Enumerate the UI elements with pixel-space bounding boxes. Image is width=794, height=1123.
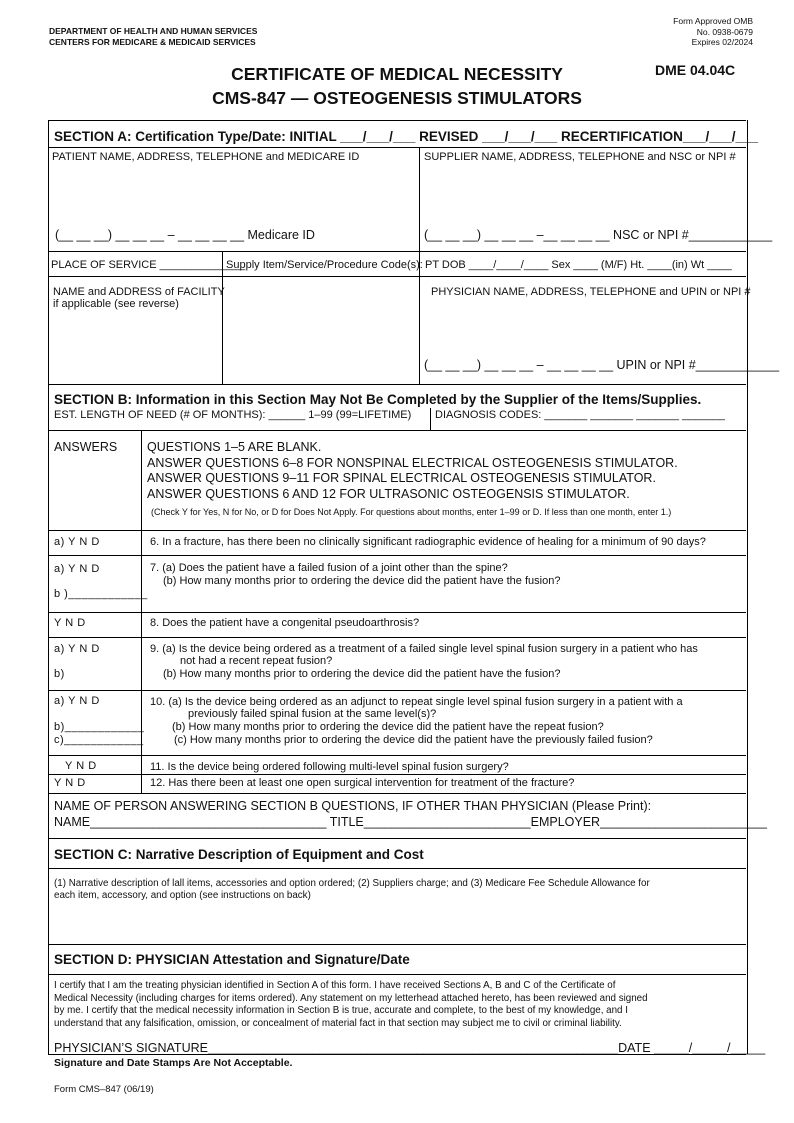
q10a-answer-checkboxes[interactable]: a) Y N D	[54, 695, 100, 707]
question-10a-continued: previously failed spinal fusion at the same level(s)?	[188, 708, 437, 720]
section-c-line-1: (1) Narrative description of lall items, accessories and option ordered; (2) Suppliers charge; and (3) Medicare Fee Schedule Allowance for	[54, 878, 650, 889]
rule	[48, 251, 746, 252]
question-9a: 9. (a) Is the device being ordered as a treatment of a failed single level spinal fusion surgery in a patient who has	[150, 643, 698, 655]
section-c-instructions	[54, 878, 650, 902]
facility-label-line-1: NAME and ADDRESS of FACILITY	[53, 286, 225, 298]
question-6: 6. In a fracture, has there been no clinically significant radiographic evidence of healing for a minimum of 90 days?	[150, 536, 706, 548]
question-9b: (b) How many months prior to ordering the device did the patient have the fusion?	[163, 668, 561, 680]
q7a-answer-checkboxes[interactable]: a) Y N D	[54, 563, 100, 575]
attestation-line: Medical Necessity (including charges for items ordered). Any statement on my letterhead attached hereto, has been reviewed and signed	[54, 992, 648, 1004]
rule-top	[48, 120, 746, 121]
question-10b: (b) How many months prior to ordering the device did the patient have the repeat fusion?	[172, 721, 604, 733]
q8-answer-checkboxes[interactable]: Y N D	[54, 617, 86, 629]
name-person-answering-label: NAME OF PERSON ANSWERING SECTION B QUESTIONS, IF OTHER THAN PHYSICIAN (Please Print):	[54, 799, 652, 813]
physician-signature-date-field[interactable]: PHYSICIAN’S SIGNATURE___________________________________________________________DATE _____/_____/_____	[54, 1041, 766, 1055]
rule	[48, 555, 746, 556]
instruction-line: ANSWER QUESTIONS 9–11 FOR SPINAL ELECTRICAL OSTEOGENESIS STIMULATOR.	[147, 471, 656, 485]
rule	[48, 276, 746, 277]
divider-answers-col	[141, 530, 142, 793]
question-11: 11. Is the device being ordered following multi-level spinal fusion surgery?	[150, 761, 509, 773]
patient-label: PATIENT NAME, ADDRESS, TELEPHONE and MEDICARE ID	[52, 151, 360, 163]
question-10c: (c) How many months prior to ordering the device did the patient have the previously failed fusion?	[174, 734, 653, 746]
attestation-text	[54, 980, 648, 1030]
physician-label: PHYSICIAN NAME, ADDRESS, TELEPHONE and UPIN or NPI #	[431, 286, 751, 298]
rule	[48, 774, 746, 775]
length-of-need[interactable]: EST. LENGTH OF NEED (# OF MONTHS): ______ 1–99 (99=LIFETIME)	[54, 409, 412, 421]
stamp-warning: Signature and Date Stamps Are Not Acceptable.	[54, 1057, 293, 1069]
place-of-service[interactable]: PLACE OF SERVICE ______________	[51, 259, 246, 271]
agency-header	[49, 26, 257, 47]
supplier-phone-npi[interactable]: (__ __ __) __ __ __ –__ __ __ __ NSC or NPI #____________	[424, 228, 773, 242]
instruction-line: ANSWER QUESTIONS 6 AND 12 FOR ULTRASONIC OSTEOGENSIS STIMULATOR.	[147, 486, 630, 501]
rule	[48, 637, 746, 638]
rule	[48, 868, 746, 869]
omb-line-2: No. 0938-0679	[696, 26, 753, 37]
rule	[48, 690, 746, 691]
omb-approval	[673, 16, 753, 48]
rule	[48, 384, 746, 385]
rule	[48, 430, 746, 431]
omb-line-3: Expires 02/2024	[691, 37, 753, 47]
divider-diagnosis	[430, 408, 431, 430]
name-title-employer-fields[interactable]: NAME__________________________________ TITLE________________________EMPLOYER________________________	[54, 815, 767, 829]
question-8: 8. Does the patient have a congenital pseudoarthrosis?	[150, 617, 420, 629]
question-7b: (b) How many months prior to ordering the device did the patient have the fusion?	[163, 575, 561, 587]
facility-label	[53, 286, 225, 310]
omb-line-1: Form Approved OMB	[673, 16, 753, 26]
rule	[48, 944, 746, 945]
diagnosis-codes[interactable]: DIAGNOSIS CODES: _______ _______ _______ _______	[435, 409, 725, 421]
q12-answer-checkboxes[interactable]: Y N D	[54, 777, 86, 789]
section-b-title: SECTION B: Information in this Section May Not Be Completed by the Supplier of the Items/Supplies.	[54, 392, 702, 407]
rule	[48, 612, 746, 613]
section-c-title: SECTION C: Narrative Description of Equipment and Cost	[54, 847, 424, 862]
q9a-answer-checkboxes[interactable]: a) Y N D	[54, 643, 100, 655]
question-10a: 10. (a) Is the device being ordered as an adjunct to repeat single level spinal fusion surgery in a patient with a	[150, 696, 683, 708]
q10c-months-field[interactable]: c)____________	[54, 734, 144, 746]
check-instructions: (Check Y for Yes, N for No, or D for Does Not Apply. For questions about months, enter 1–99 or D. If less than one month, enter 1.)	[151, 507, 672, 517]
rule	[48, 755, 746, 756]
section-a-title: SECTION A: Certification Type/Date: INITIAL ___/___/___ REVISED ___/___/___ RECERTIFICATION___/___/___	[54, 129, 759, 144]
attestation-line: I certify that I am the treating physician identified in Section A of this form. I have received Sections A, B and C of the Certificate of	[54, 980, 616, 991]
q11-answer-checkboxes[interactable]: Y N D	[65, 760, 97, 772]
section-c-line-2: each item, accessory, and option (see instructions on back)	[54, 890, 311, 901]
supplier-label: SUPPLIER NAME, ADDRESS, TELEPHONE and NSC or NPI #	[424, 151, 736, 163]
question-12: 12. Has there been at least one open surgical intervention for treatment of the fracture?	[150, 777, 575, 789]
dept-line-1: DEPARTMENT OF HEALTH AND HUMAN SERVICES	[49, 26, 258, 36]
patient-dob-sex-height-weight[interactable]: PT DOB ____/____/____ Sex ____ (M/F) Ht. ____(in) Wt ____	[425, 259, 732, 271]
facility-label-line-2: if applicable (see reverse)	[53, 298, 179, 310]
q7b-months-field[interactable]: b )____________	[54, 588, 148, 600]
rule	[48, 974, 746, 975]
rule	[48, 793, 746, 794]
form-title: CERTIFICATE OF MEDICAL NECESSITY	[231, 64, 563, 84]
rule	[48, 838, 746, 839]
question-9a-continued: not had a recent repeat fusion?	[180, 655, 333, 667]
physician-phone-upin[interactable]: (__ __ __) __ __ __ – __ __ __ __ UPIN or NPI #____________	[424, 358, 780, 372]
supply-codes-label: Supply Item/Service/Procedure Code(s):	[226, 259, 423, 271]
question-7a: 7. (a) Does the patient have a failed fusion of a joint other than the spine?	[150, 562, 508, 574]
instruction-line: ANSWER QUESTIONS 6–8 FOR NONSPINAL ELECTRICAL OSTEOGENESIS STIMULATOR.	[147, 455, 678, 470]
q9b-months-field[interactable]: b)	[54, 668, 65, 680]
q10b-months-field[interactable]: b)____________	[54, 721, 145, 733]
rule	[48, 147, 746, 148]
attestation-line: by me. I certify that the medical necessity information in Section B is true, accurate and complete, to the best of my knowledge, and I	[54, 1005, 628, 1016]
dept-line-2: CENTERS FOR MEDICARE & MEDICAID SERVICES	[49, 36, 256, 47]
patient-phone-medicare-id[interactable]: (__ __ __) __ __ __ – __ __ __ __ Medicare ID	[55, 228, 315, 242]
section-d-title: SECTION D: PHYSICIAN Attestation and Signature/Date	[54, 952, 410, 967]
divider-answers	[141, 430, 142, 530]
form-code: DME 04.04C	[655, 62, 736, 78]
attestation-line: understand that any falsification, omission, or concealment of material fact in that section may subject me to civil or criminal liability.	[54, 1017, 622, 1029]
answers-header: ANSWERS	[54, 440, 118, 454]
form-id: Form CMS–847 (06/19)	[54, 1084, 154, 1095]
form-subtitle: CMS-847 — OSTEOGENESIS STIMULATORS	[212, 88, 582, 108]
question-instructions	[147, 440, 678, 502]
instruction-line: QUESTIONS 1–5 ARE BLANK.	[147, 440, 322, 454]
rule	[48, 530, 746, 531]
q6-answer-checkboxes[interactable]: a) Y N D	[54, 536, 100, 548]
